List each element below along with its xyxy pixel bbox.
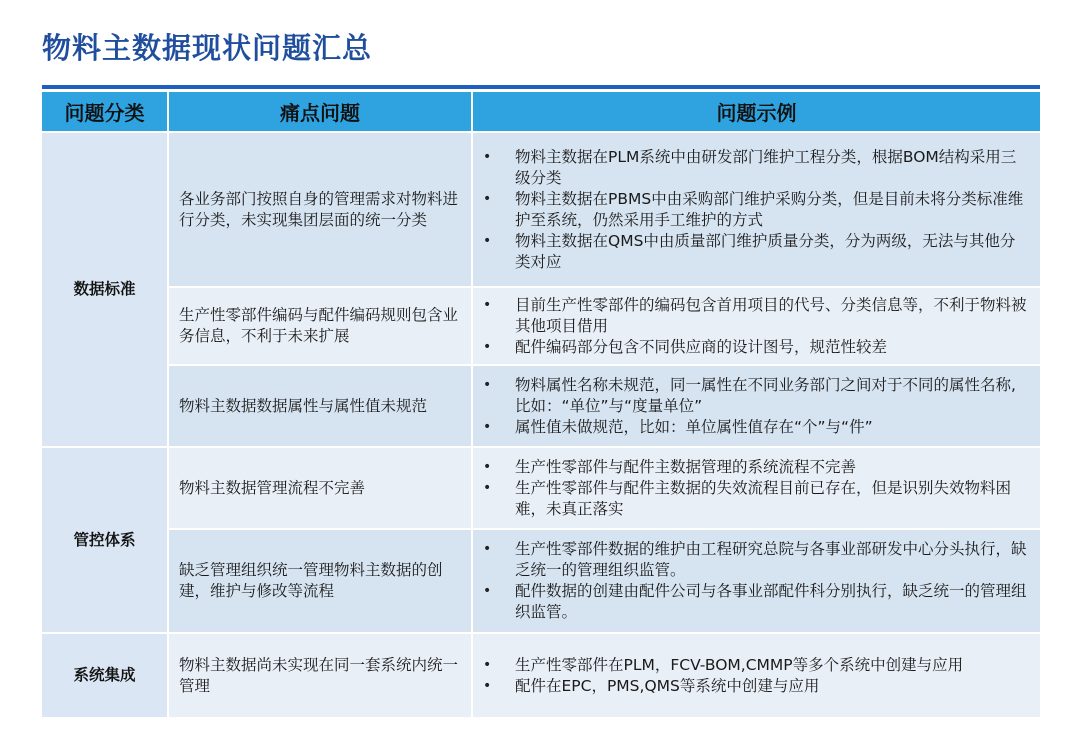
examples-cell	[472, 132, 1040, 287]
table-row	[42, 529, 1040, 633]
page-title: 物料主数据现状问题汇总	[42, 31, 373, 65]
example-item: • 物料属性名称未规范，同一属性在不同业务部门之间对于不同的属性名称,比如：“单位”与“度量单位”	[483, 375, 1028, 417]
examples-cell	[472, 287, 1040, 365]
example-item: • 属性值未做规范，比如：单位属性值存在“个”与“件”	[483, 417, 1028, 438]
example-item: • 物料主数据在PLM系统中由研发部门维护工程分类，根据BOM结构采用三级分类	[483, 147, 1028, 189]
pain-point: 物料主数据管理流程不完善	[168, 447, 472, 529]
example-item: • 物料主数据在QMS中由质量部门维护质量分类，分为两级，无法与其他分类对应	[483, 231, 1028, 273]
table-row	[42, 132, 1040, 287]
pain-point: 物料主数据数据属性与属性值未规范	[168, 365, 472, 447]
example-item: • 配件编码部分包含不同供应商的设计图号，规范性较差	[483, 337, 1028, 358]
category-system-integration: 系统集成	[42, 633, 168, 717]
examples-cell	[472, 633, 1040, 717]
example-item: • 生产性零部件与配件主数据的失效流程目前已存在，但是识别失效物料困难，未真正落实	[483, 478, 1028, 520]
examples-cell	[472, 529, 1040, 633]
examples-cell	[472, 365, 1040, 447]
category-control-system: 管控体系	[42, 447, 168, 633]
examples-cell	[472, 447, 1040, 529]
example-item: • 生产性零部件数据的维护由工程研究总院与各事业部研发中心分头执行，缺乏统一的管理组织监管。	[483, 539, 1028, 581]
header-pain: 痛点问题	[168, 92, 472, 132]
table-row	[42, 365, 1040, 447]
example-item: • 配件在EPC，PMS,QMS等系统中创建与应用	[483, 676, 1028, 697]
pain-point: 生产性零部件编码与配件编码规则包含业务信息，不利于未来扩展	[168, 287, 472, 365]
example-item: • 目前生产性零部件的编码包含首用项目的代号、分类信息等，不利于物料被其他项目借用	[483, 295, 1028, 337]
title-divider	[42, 85, 1040, 89]
pain-point: 各业务部门按照自身的管理需求对物料进行分类，未实现集团层面的统一分类	[168, 132, 472, 287]
pain-point: 缺乏管理组织统一管理物料主数据的创建，维护与修改等流程	[168, 529, 472, 633]
table-row	[42, 633, 1040, 717]
category-data-standard: 数据标准	[42, 132, 168, 447]
table-row	[42, 447, 1040, 529]
example-item: • 物料主数据在PBMS中由采购部门维护采购分类，但是目前未将分类标准维护至系统，仍然采用手工维护的方式	[483, 189, 1028, 231]
example-item: • 生产性零部件在PLM，FCV-BOM,CMMP等多个系统中创建与应用	[483, 655, 1028, 676]
issues-table	[42, 92, 1040, 717]
pain-point: 物料主数据尚未实现在同一套系统内统一管理	[168, 633, 472, 717]
header-category: 问题分类	[42, 92, 168, 132]
table-header-row	[42, 92, 1040, 132]
example-item: • 配件数据的创建由配件公司与各事业部配件科分别执行，缺乏统一的管理组织监管。	[483, 581, 1028, 623]
header-examples: 问题示例	[472, 92, 1040, 132]
example-item: • 生产性零部件与配件主数据管理的系统流程不完善	[483, 457, 1028, 478]
table-row	[42, 287, 1040, 365]
